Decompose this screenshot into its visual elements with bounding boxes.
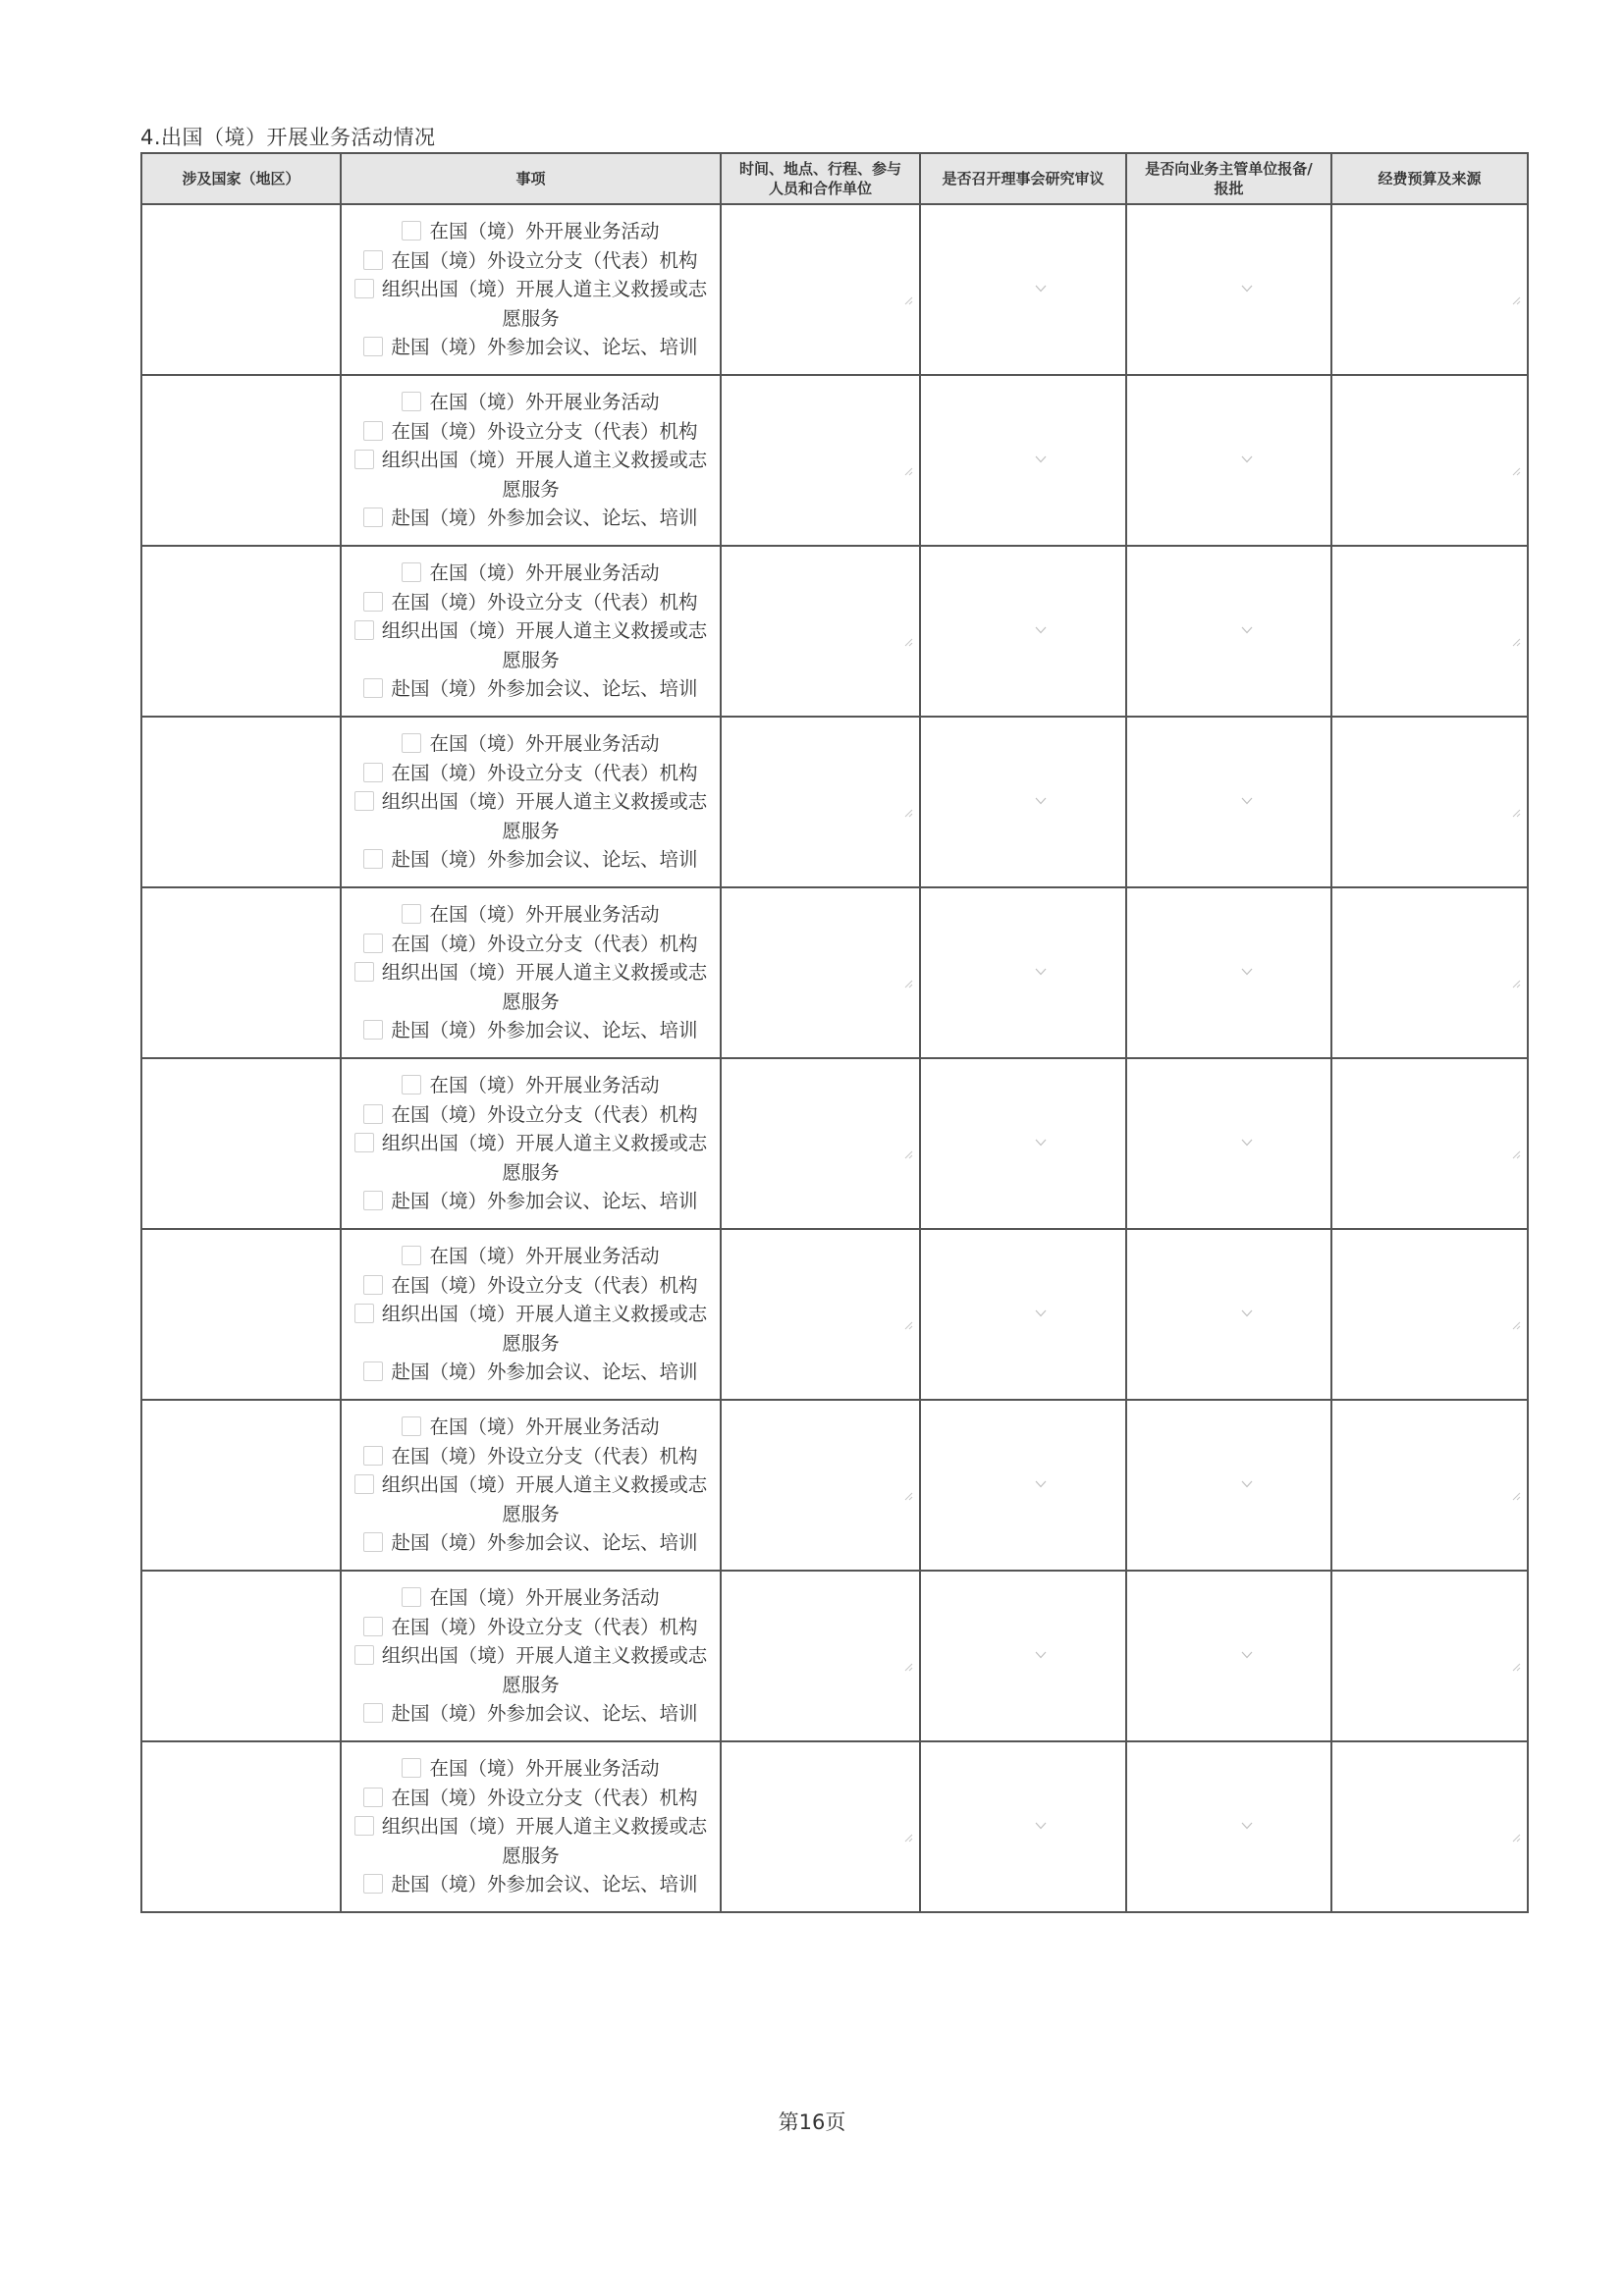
country-cell[interactable] (141, 204, 341, 375)
matter-option-label: 在国（境）外开展业务活动 (429, 391, 660, 414)
details-textarea[interactable] (721, 1229, 920, 1400)
checkbox[interactable] (363, 1446, 383, 1466)
checkbox[interactable] (354, 1304, 374, 1323)
matter-option[interactable] (342, 958, 720, 988)
checkbox[interactable] (363, 250, 383, 270)
matters-checkbox-group (342, 217, 720, 362)
matter-option[interactable] (342, 1699, 720, 1729)
report-select[interactable] (1126, 717, 1331, 887)
matter-option[interactable] (342, 1784, 720, 1813)
country-cell[interactable] (141, 1229, 341, 1400)
matter-option-label: 在国（境）外开展业务活动 (429, 1245, 660, 1268)
matter-option[interactable] (342, 559, 720, 588)
matters-cell (341, 717, 721, 887)
checkbox[interactable] (354, 1133, 374, 1152)
budget-textarea[interactable] (1331, 1229, 1528, 1400)
matter-option[interactable] (342, 246, 720, 276)
chevron-down-icon[interactable] (1241, 797, 1253, 805)
board-review-select[interactable] (920, 546, 1126, 717)
board-review-select[interactable] (920, 887, 1126, 1058)
matter-option-label: 在国（境）外开展业务活动 (429, 1586, 660, 1610)
matter-option-label: 在国（境）外设立分支（代表）机构 (391, 932, 698, 955)
matter-option-label: 在国（境）外设立分支（代表）机构 (391, 590, 698, 614)
matters-checkbox-group (342, 1242, 720, 1387)
budget-textarea[interactable] (1331, 1058, 1528, 1229)
matters-cell (341, 1741, 721, 1912)
checkbox[interactable] (363, 1020, 383, 1040)
matter-option-label: 在国（境）外设立分支（代表）机构 (391, 761, 698, 784)
matter-option-label: 组织出国（境）开展人道主义救援或志 (381, 790, 708, 814)
matter-option-label-continued: 愿服务 (502, 989, 560, 1013)
resize-handle-icon[interactable] (1511, 1320, 1521, 1330)
checkbox[interactable] (363, 1703, 383, 1723)
matter-option-label: 在国（境）外开展业务活动 (429, 220, 660, 243)
checkbox[interactable] (363, 849, 383, 869)
board-review-select[interactable] (920, 1229, 1126, 1400)
report-select[interactable] (1126, 1229, 1331, 1400)
report-select[interactable] (1126, 1400, 1331, 1571)
matters-checkbox-group (342, 388, 720, 533)
matter-option[interactable] (342, 845, 720, 875)
board-review-select[interactable] (920, 1571, 1126, 1741)
checkbox[interactable] (354, 791, 374, 811)
checkbox[interactable] (402, 733, 421, 753)
matter-option-label-continued: 愿服务 (502, 477, 560, 501)
matter-option-label: 在国（境）外设立分支（代表）机构 (391, 1615, 698, 1638)
checkbox[interactable] (354, 1816, 374, 1836)
matter-option-label: 组织出国（境）开展人道主义救援或志 (381, 449, 708, 472)
matter-option-label: 赴国（境）外参加会议、论坛、培训 (391, 507, 698, 530)
checkbox[interactable] (402, 904, 421, 924)
resize-handle-icon[interactable] (903, 1149, 913, 1159)
details-textarea[interactable] (721, 546, 920, 717)
header-details (721, 153, 920, 204)
report-select[interactable] (1126, 1741, 1331, 1912)
details-textarea[interactable] (721, 887, 920, 1058)
checkbox[interactable] (363, 1617, 383, 1636)
matter-option[interactable] (342, 417, 720, 447)
matter-option[interactable] (342, 217, 720, 246)
matters-checkbox-group (342, 1754, 720, 1899)
chevron-down-icon[interactable] (1241, 1822, 1253, 1830)
header-details-line2: 人员和合作单位 (768, 180, 872, 197)
country-cell[interactable] (141, 717, 341, 887)
country-cell[interactable] (141, 546, 341, 717)
chevron-down-icon[interactable] (1035, 285, 1047, 293)
budget-textarea[interactable] (1331, 204, 1528, 375)
budget-textarea[interactable] (1331, 375, 1528, 546)
matter-option[interactable] (342, 1470, 720, 1500)
matter-option-label: 在国（境）外设立分支（代表）机构 (391, 1102, 698, 1126)
matter-option[interactable] (342, 1100, 720, 1130)
matter-option-label: 在国（境）外开展业务活动 (429, 1757, 660, 1781)
matter-option-label: 组织出国（境）开展人道主义救援或志 (381, 1644, 708, 1668)
matter-option[interactable] (342, 1583, 720, 1613)
resize-handle-icon[interactable] (903, 1833, 913, 1842)
checkbox[interactable] (363, 1191, 383, 1210)
report-select[interactable] (1126, 1058, 1331, 1229)
details-textarea[interactable] (721, 717, 920, 887)
matters-checkbox-group (342, 1583, 720, 1729)
checkbox[interactable] (363, 1275, 383, 1295)
country-cell[interactable] (141, 1058, 341, 1229)
chevron-down-icon[interactable] (1035, 797, 1047, 805)
matter-option-label: 赴国（境）外参加会议、论坛、培训 (391, 677, 698, 701)
matter-option[interactable] (342, 275, 720, 304)
checkbox[interactable] (363, 337, 383, 356)
details-textarea[interactable] (721, 1400, 920, 1571)
matter-option[interactable] (342, 333, 720, 362)
details-textarea[interactable] (721, 1741, 920, 1912)
budget-textarea[interactable] (1331, 546, 1528, 717)
checkbox[interactable] (363, 507, 383, 527)
table-row (141, 1400, 1528, 1571)
checkbox[interactable] (402, 562, 421, 582)
checkbox[interactable] (354, 450, 374, 469)
matter-option[interactable] (342, 729, 720, 759)
matter-option[interactable] (342, 1358, 720, 1387)
checkbox[interactable] (402, 221, 421, 240)
chevron-down-icon[interactable] (1241, 285, 1253, 293)
matter-option[interactable] (342, 616, 720, 646)
matter-option[interactable] (342, 787, 720, 817)
country-cell[interactable] (141, 1741, 341, 1912)
chevron-down-icon[interactable] (1241, 1139, 1253, 1147)
checkbox[interactable] (402, 1587, 421, 1607)
matter-option[interactable] (342, 1071, 720, 1100)
matter-option[interactable] (342, 1016, 720, 1045)
matters-cell (341, 1400, 721, 1571)
checkbox[interactable] (363, 1874, 383, 1894)
chevron-down-icon[interactable] (1241, 1651, 1253, 1659)
checkbox[interactable] (402, 1758, 421, 1778)
header-board-review: 是否召开理事会研究审议 (920, 153, 1126, 204)
table-row (141, 1229, 1528, 1400)
table-row (141, 375, 1528, 546)
matter-option-label: 在国（境）外开展业务活动 (429, 1415, 660, 1439)
checkbox[interactable] (363, 1532, 383, 1552)
budget-textarea[interactable] (1331, 1571, 1528, 1741)
chevron-down-icon[interactable] (1241, 455, 1253, 463)
chevron-down-icon[interactable] (1241, 1309, 1253, 1317)
matter-option-label: 组织出国（境）开展人道主义救援或志 (381, 1473, 708, 1497)
chevron-down-icon[interactable] (1241, 968, 1253, 976)
matter-option-label: 组织出国（境）开展人道主义救援或志 (381, 961, 708, 985)
board-review-select[interactable] (920, 717, 1126, 887)
checkbox[interactable] (354, 1645, 374, 1665)
report-select[interactable] (1126, 546, 1331, 717)
table-row (141, 1058, 1528, 1229)
matter-option[interactable] (342, 759, 720, 788)
matter-option-label: 组织出国（境）开展人道主义救援或志 (381, 1815, 708, 1839)
resize-handle-icon[interactable] (1511, 808, 1521, 818)
chevron-down-icon[interactable] (1241, 1480, 1253, 1488)
budget-textarea[interactable] (1331, 1741, 1528, 1912)
report-select[interactable] (1126, 1571, 1331, 1741)
details-textarea[interactable] (721, 1058, 920, 1229)
matter-option[interactable] (342, 1413, 720, 1442)
chevron-down-icon[interactable] (1035, 626, 1047, 634)
details-textarea[interactable] (721, 375, 920, 546)
chevron-down-icon[interactable] (1035, 455, 1047, 463)
matters-checkbox-group (342, 1413, 720, 1558)
matter-option-label: 组织出国（境）开展人道主义救援或志 (381, 1303, 708, 1326)
checkbox[interactable] (354, 1474, 374, 1494)
matter-option[interactable] (342, 1300, 720, 1329)
resize-handle-icon[interactable] (1511, 295, 1521, 305)
section-title: 4.出国（境）开展业务活动情况 (140, 126, 436, 149)
chevron-down-icon[interactable] (1035, 1651, 1047, 1659)
matter-option-label: 组织出国（境）开展人道主义救援或志 (381, 278, 708, 301)
resize-handle-icon[interactable] (1511, 979, 1521, 988)
matters-cell (341, 1229, 721, 1400)
matter-option-label: 组织出国（境）开展人道主义救援或志 (381, 619, 708, 643)
overseas-activities-table (140, 152, 1529, 1913)
matter-option-label: 在国（境）外开展业务活动 (429, 561, 660, 585)
matter-option-label: 赴国（境）外参加会议、论坛、培训 (391, 1531, 698, 1555)
matter-option-label-continued: 愿服务 (502, 1843, 560, 1867)
matter-option-label: 赴国（境）外参加会议、论坛、培训 (391, 1019, 698, 1042)
header-details-line1: 时间、地点、行程、参与 (738, 160, 901, 178)
matter-option-label: 在国（境）外开展业务活动 (429, 903, 660, 927)
matters-checkbox-group (342, 729, 720, 875)
table-row (141, 717, 1528, 887)
checkbox[interactable] (363, 934, 383, 953)
matter-option-label: 在国（境）外设立分支（代表）机构 (391, 419, 698, 443)
resize-handle-icon[interactable] (1511, 466, 1521, 476)
board-review-select[interactable] (920, 1058, 1126, 1229)
matters-cell (341, 887, 721, 1058)
resize-handle-icon[interactable] (903, 295, 913, 305)
matter-option-label-continued: 愿服务 (502, 306, 560, 330)
resize-handle-icon[interactable] (903, 1662, 913, 1672)
resize-handle-icon[interactable] (903, 637, 913, 647)
board-review-select[interactable] (920, 1741, 1126, 1912)
matter-option[interactable] (342, 674, 720, 704)
matters-cell (341, 1058, 721, 1229)
matter-option-label: 赴国（境）外参加会议、论坛、培训 (391, 848, 698, 872)
budget-textarea[interactable] (1331, 1400, 1528, 1571)
matter-option-label: 赴国（境）外参加会议、论坛、培训 (391, 336, 698, 359)
checkbox[interactable] (363, 592, 383, 612)
page-number: 第16页 (778, 2110, 846, 2134)
resize-handle-icon[interactable] (1511, 1662, 1521, 1672)
checkbox[interactable] (402, 1246, 421, 1265)
checkbox[interactable] (363, 1104, 383, 1124)
report-select[interactable] (1126, 204, 1331, 375)
table-row (141, 887, 1528, 1058)
matter-option[interactable] (342, 1641, 720, 1671)
chevron-down-icon[interactable] (1241, 626, 1253, 634)
details-textarea[interactable] (721, 1571, 920, 1741)
country-cell[interactable] (141, 1571, 341, 1741)
resize-handle-icon[interactable] (1511, 1491, 1521, 1501)
matter-option-label: 在国（境）外设立分支（代表）机构 (391, 1273, 698, 1297)
checkbox[interactable] (354, 620, 374, 640)
budget-textarea[interactable] (1331, 717, 1528, 887)
matters-checkbox-group (342, 900, 720, 1045)
resize-handle-icon[interactable] (903, 1320, 913, 1330)
matter-option[interactable] (342, 1812, 720, 1842)
details-textarea[interactable] (721, 204, 920, 375)
matter-option[interactable] (342, 1242, 720, 1271)
matter-option-label: 在国（境）外设立分支（代表）机构 (391, 1444, 698, 1468)
checkbox[interactable] (354, 962, 374, 982)
country-cell[interactable] (141, 887, 341, 1058)
matters-cell (341, 375, 721, 546)
matter-option[interactable] (342, 1528, 720, 1558)
matters-cell (341, 1571, 721, 1741)
matter-option[interactable] (342, 1754, 720, 1784)
matter-option[interactable] (342, 1870, 720, 1899)
matter-option[interactable] (342, 1442, 720, 1471)
matter-option-label: 在国（境）外设立分支（代表）机构 (391, 1786, 698, 1809)
matters-checkbox-group (342, 559, 720, 704)
header-matters: 事项 (341, 153, 721, 204)
budget-textarea[interactable] (1331, 887, 1528, 1058)
matter-option[interactable] (342, 388, 720, 417)
matters-checkbox-group (342, 1071, 720, 1216)
matters-cell (341, 546, 721, 717)
matter-option-label: 在国（境）外开展业务活动 (429, 732, 660, 756)
matter-option[interactable] (342, 1613, 720, 1642)
header-country: 涉及国家（地区） (141, 153, 341, 204)
matter-option-label-continued: 愿服务 (502, 1673, 560, 1696)
matter-option-label-continued: 愿服务 (502, 1160, 560, 1184)
chevron-down-icon[interactable] (1035, 1309, 1047, 1317)
header-row (141, 153, 1528, 204)
matter-option-label: 在国（境）外开展业务活动 (429, 1074, 660, 1097)
checkbox[interactable] (354, 279, 374, 298)
chevron-down-icon[interactable] (1035, 1139, 1047, 1147)
checkbox[interactable] (363, 421, 383, 441)
table-row (141, 546, 1528, 717)
board-review-select[interactable] (920, 204, 1126, 375)
checkbox[interactable] (363, 1788, 383, 1807)
chevron-down-icon[interactable] (1035, 1822, 1047, 1830)
header-budget: 经费预算及来源 (1331, 153, 1528, 204)
checkbox[interactable] (363, 678, 383, 698)
report-select[interactable] (1126, 887, 1331, 1058)
country-cell[interactable] (141, 375, 341, 546)
matter-option-label: 组织出国（境）开展人道主义救援或志 (381, 1132, 708, 1155)
matter-option-label: 赴国（境）外参加会议、论坛、培训 (391, 1190, 698, 1213)
matter-option[interactable] (342, 930, 720, 959)
matter-option-label: 赴国（境）外参加会议、论坛、培训 (391, 1361, 698, 1384)
header-report (1126, 153, 1331, 204)
matter-option[interactable] (342, 900, 720, 930)
board-review-select[interactable] (920, 375, 1126, 546)
resize-handle-icon[interactable] (1511, 1833, 1521, 1842)
resize-handle-icon[interactable] (1511, 637, 1521, 647)
matter-option-label-continued: 愿服务 (502, 819, 560, 842)
resize-handle-icon[interactable] (903, 808, 913, 818)
matter-option-label: 赴国（境）外参加会议、论坛、培训 (391, 1873, 698, 1896)
resize-handle-icon[interactable] (903, 1491, 913, 1501)
matter-option-label: 赴国（境）外参加会议、论坛、培训 (391, 1702, 698, 1726)
checkbox[interactable] (402, 392, 421, 411)
resize-handle-icon[interactable] (903, 979, 913, 988)
checkbox[interactable] (363, 763, 383, 782)
checkbox[interactable] (402, 1416, 421, 1436)
header-report-line2: 报批 (1214, 180, 1244, 197)
matter-option[interactable] (342, 1187, 720, 1216)
table-row (141, 204, 1528, 375)
table-row (141, 1741, 1528, 1912)
matter-option-label-continued: 愿服务 (502, 648, 560, 671)
matter-option[interactable] (342, 446, 720, 475)
country-cell[interactable] (141, 1400, 341, 1571)
matter-option-label-continued: 愿服务 (502, 1502, 560, 1525)
checkbox[interactable] (402, 1075, 421, 1095)
chevron-down-icon[interactable] (1035, 968, 1047, 976)
matter-option[interactable] (342, 588, 720, 617)
report-select[interactable] (1126, 375, 1331, 546)
resize-handle-icon[interactable] (903, 466, 913, 476)
checkbox[interactable] (363, 1362, 383, 1381)
header-report-line1: 是否向业务主管单位报备/ (1145, 160, 1313, 178)
board-review-select[interactable] (920, 1400, 1126, 1571)
table-row (141, 1571, 1528, 1741)
matter-option[interactable] (342, 1271, 720, 1301)
matter-option-label: 在国（境）外设立分支（代表）机构 (391, 248, 698, 272)
matter-option-label-continued: 愿服务 (502, 1331, 560, 1355)
matter-option[interactable] (342, 1129, 720, 1158)
matters-cell (341, 204, 721, 375)
chevron-down-icon[interactable] (1035, 1480, 1047, 1488)
resize-handle-icon[interactable] (1511, 1149, 1521, 1159)
matter-option[interactable] (342, 504, 720, 533)
